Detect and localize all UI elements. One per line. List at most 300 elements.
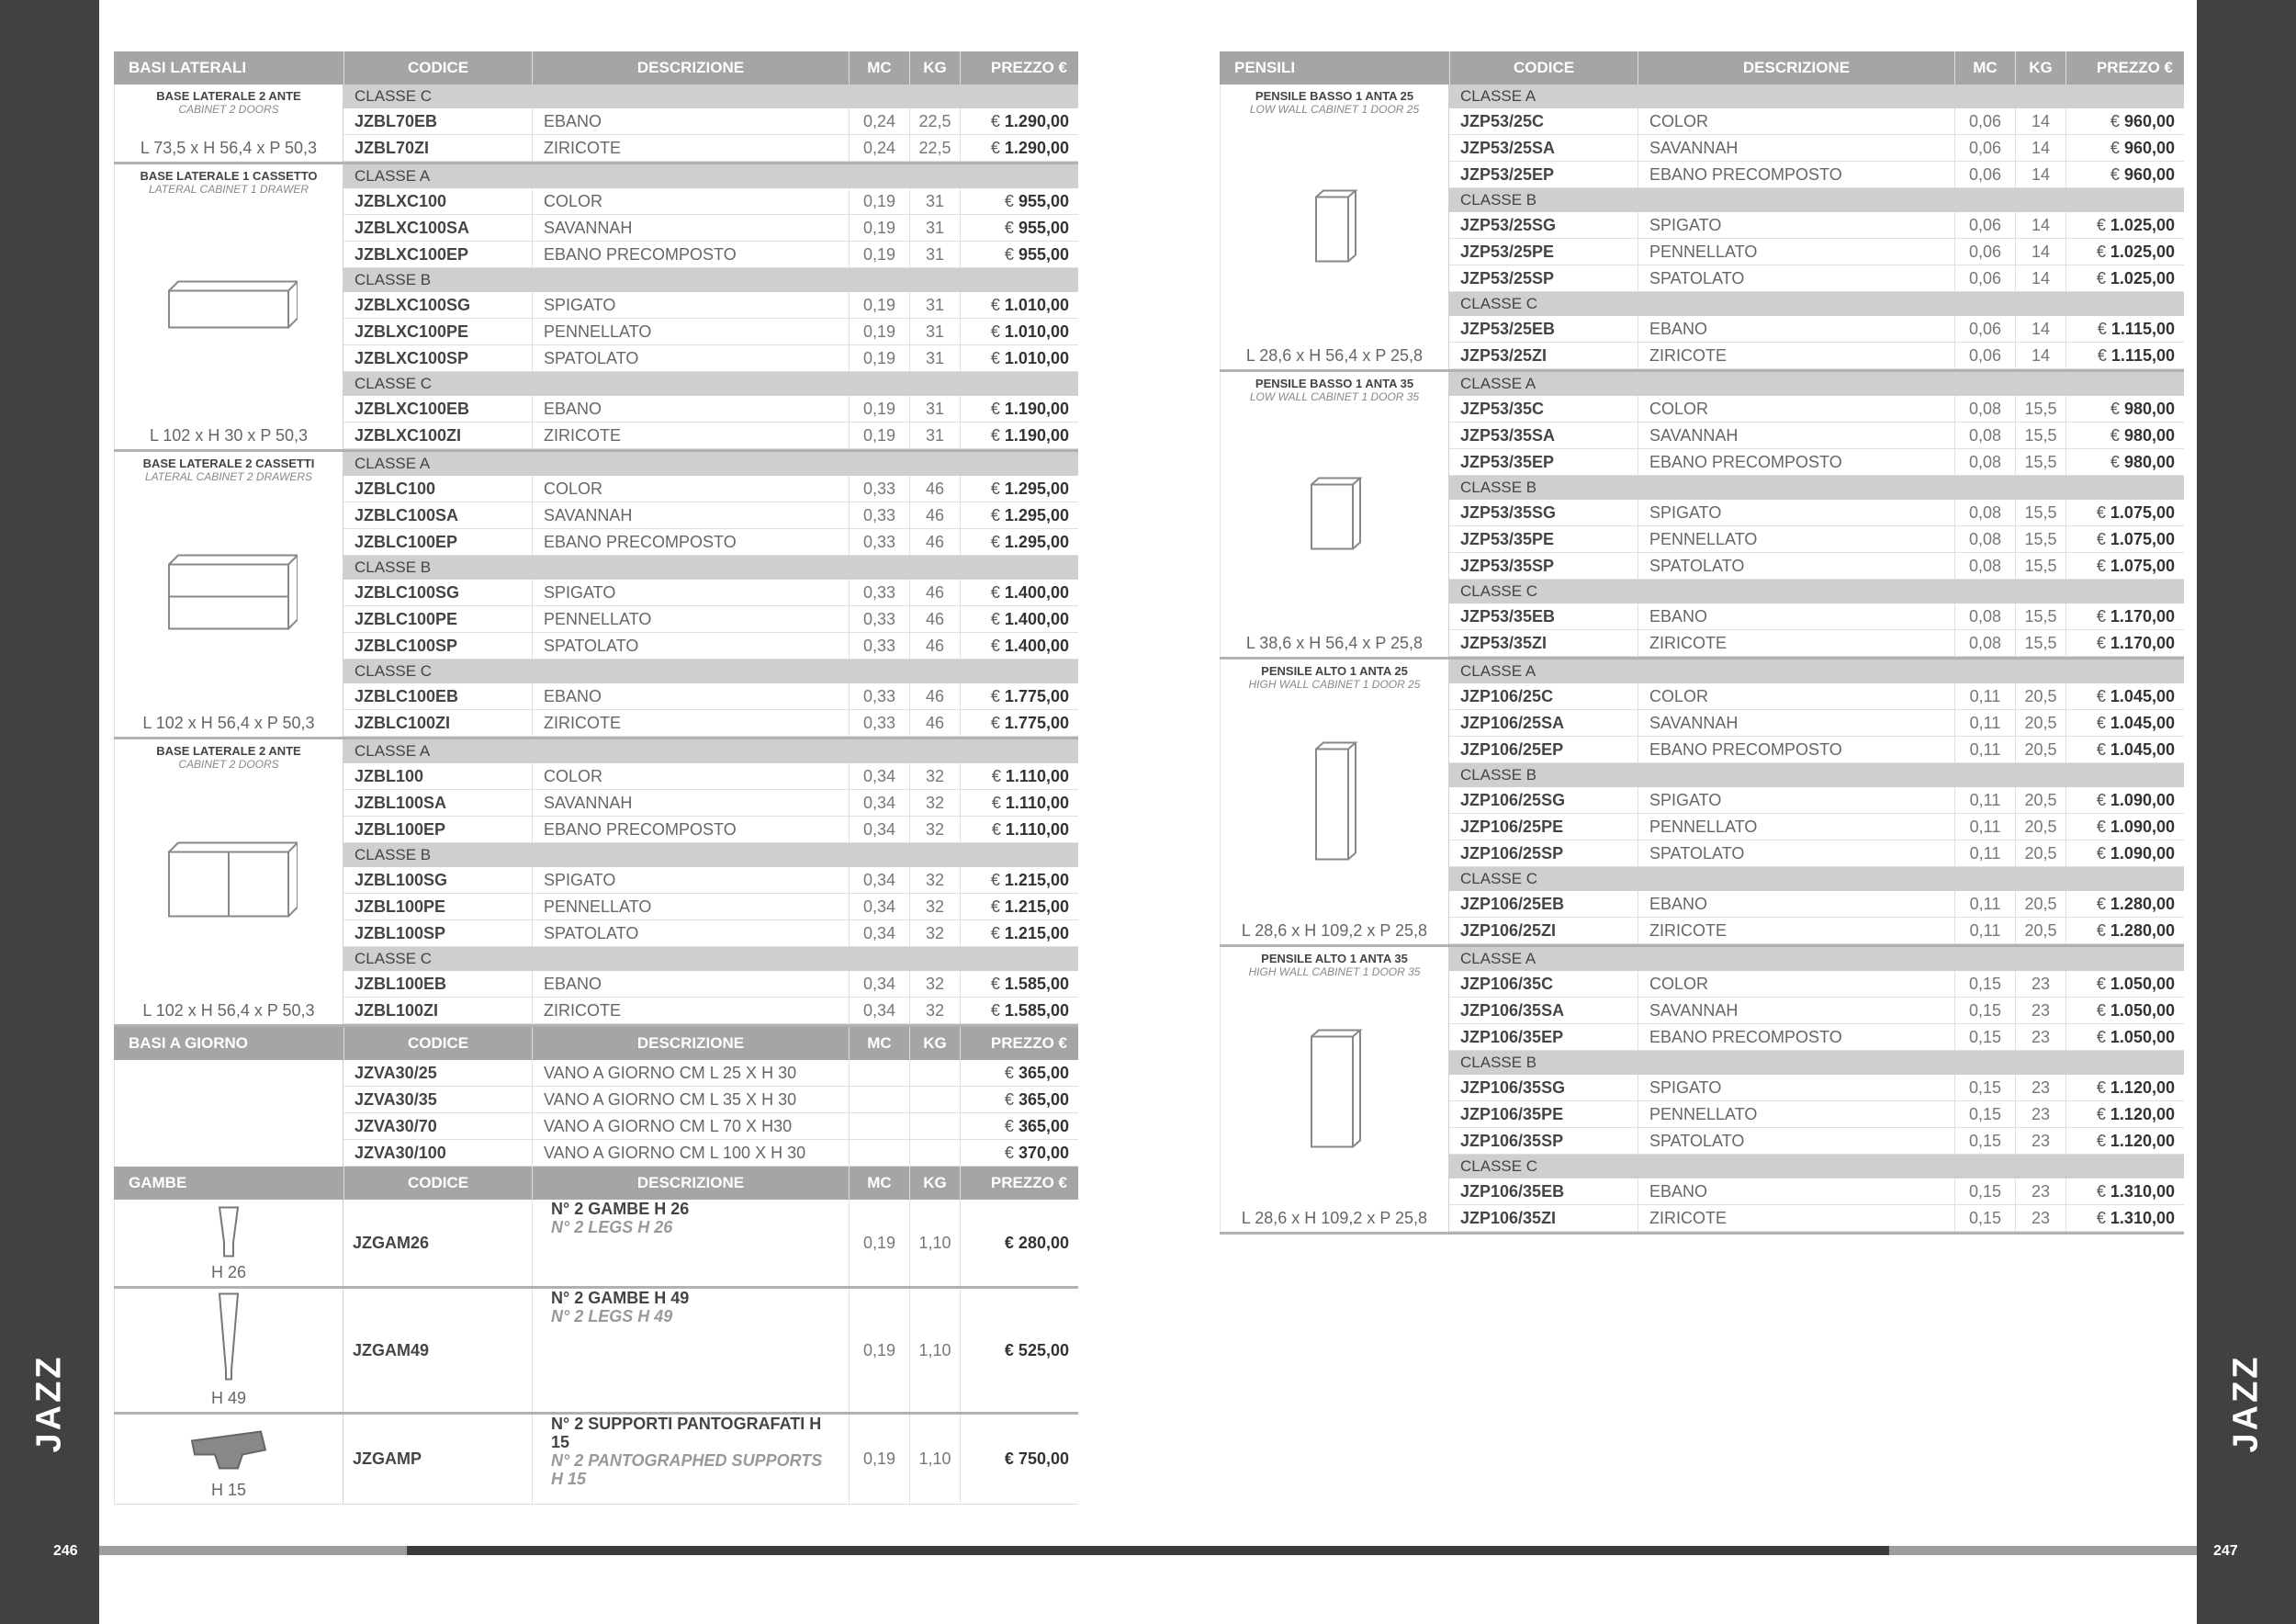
code-cell: JZP53/25SA: [1460, 139, 1556, 157]
price-cell: € 365,00: [960, 1087, 1078, 1113]
price-cell: € 1.295,00: [960, 476, 1078, 502]
kg-cell: 32: [909, 867, 960, 894]
mc-cell: 0,11: [1954, 787, 2015, 814]
class-header: CLASSE C: [343, 85, 1078, 108]
kg-cell: 46: [909, 476, 960, 502]
kg-cell: 32: [909, 920, 960, 947]
product-name: BASE LATERALE 2 CASSETTI: [142, 457, 315, 470]
section-title: BASI A GIORNO: [129, 1034, 249, 1052]
product-image: [1307, 184, 1362, 271]
description-cell: ZIRICOTE: [1638, 630, 1954, 657]
price-cell: € 1.120,00: [2065, 1075, 2184, 1101]
code-cell: JZP106/35SP: [1460, 1132, 1564, 1150]
mc-cell: 0,08: [1954, 500, 2015, 526]
product-subtitle: CABINET 2 DOORS: [178, 758, 279, 771]
col-codice: CODICE: [343, 51, 532, 85]
table-row: [343, 1113, 1078, 1140]
code-cell: JZP106/25SP: [1460, 844, 1564, 863]
price-cell: € 980,00: [2065, 423, 2184, 449]
description-cell: PENNELLATO: [1638, 814, 1954, 840]
price-cell: € 1.215,00: [960, 867, 1078, 894]
price-cell: € 280,00: [960, 1200, 1078, 1286]
table-row: [343, 790, 1078, 817]
product-cell: [114, 452, 343, 737]
kg-cell: 14: [2015, 108, 2065, 135]
description-cell: PENNELLATO: [1638, 526, 1954, 553]
description-cell: COLOR: [1638, 971, 1954, 998]
kg-cell: 46: [909, 633, 960, 660]
description-cell: SPATOLATO: [532, 345, 849, 372]
product-group: [114, 452, 1078, 739]
col-kg: KG: [2015, 51, 2065, 85]
section-title: GAMBE: [129, 1174, 187, 1191]
product-dimensions: L 28,6 x H 109,2 x P 25,8: [1241, 921, 1428, 940]
product-image: [160, 839, 298, 926]
col-prezzo: PREZZO €: [960, 51, 1078, 85]
mc-cell: 0,11: [1954, 814, 2015, 840]
description-cell: VANO A GIORNO CM L 70 X H30: [532, 1113, 849, 1140]
description-cell: PENNELLATO: [1638, 239, 1954, 265]
product-cell: [114, 739, 343, 1024]
kg-cell: [909, 1113, 960, 1140]
mc-cell: 0,33: [849, 502, 909, 529]
leg-image: [215, 1292, 242, 1389]
price-cell: € 365,00: [960, 1060, 1078, 1087]
product-cell: [114, 164, 343, 449]
price-cell: € 1.050,00: [2065, 998, 2184, 1024]
price-cell: € 1.290,00: [960, 108, 1078, 135]
kg-cell: 15,5: [2015, 630, 2065, 657]
price-cell: € 1.050,00: [2065, 971, 2184, 998]
mc-cell: 0,08: [1954, 449, 2015, 476]
mc-cell: 0,34: [849, 867, 909, 894]
kg-cell: 22,5: [909, 135, 960, 162]
mc-cell: 0,15: [1954, 1075, 2015, 1101]
kg-cell: 23: [2015, 1075, 2065, 1101]
table-row: [1449, 737, 2184, 763]
mc-cell: 0,11: [1954, 737, 2015, 763]
kg-cell: 31: [909, 188, 960, 215]
mc-cell: 0,33: [849, 580, 909, 606]
mc-cell: 0,19: [849, 423, 909, 449]
product-cell: [114, 1415, 343, 1504]
leg-height: H 15: [210, 1481, 247, 1499]
table-row: [1449, 787, 2184, 814]
kg-cell: 14: [2015, 265, 2065, 292]
table-row: [1449, 918, 2184, 944]
code-cell: JZBLXC100PE: [355, 322, 469, 341]
kg-cell: 14: [2015, 135, 2065, 162]
code-cell: JZP53/35C: [1460, 400, 1545, 418]
description-cell: SPIGATO: [1638, 212, 1954, 239]
code-cell: JZP106/35ZI: [1460, 1209, 1557, 1227]
code-cell: JZP106/35SG: [1460, 1078, 1566, 1097]
price-cell: € 960,00: [2065, 135, 2184, 162]
table-row: [343, 242, 1078, 268]
kg-cell: 1,10: [909, 1415, 960, 1504]
class-header: CLASSE B: [343, 556, 1078, 580]
price-cell: € 1.045,00: [2065, 710, 2184, 737]
mc-cell: [849, 1140, 909, 1167]
description-cell: SPATOLATO: [532, 633, 849, 660]
description-cell: EBANO: [1638, 891, 1954, 918]
product-cell: [114, 85, 343, 162]
price-cell: € 750,00: [960, 1415, 1078, 1504]
description-cell: EBANO: [1638, 316, 1954, 343]
kg-cell: 31: [909, 292, 960, 319]
table-row: [1449, 135, 2184, 162]
kg-cell: 20,5: [2015, 814, 2065, 840]
code-cell: JZBLC100: [355, 479, 436, 498]
description-cell: COLOR: [1638, 683, 1954, 710]
price-cell: € 1.400,00: [960, 633, 1078, 660]
leg-item: [114, 1415, 1078, 1505]
table-row: [1449, 500, 2184, 526]
kg-cell: 31: [909, 345, 960, 372]
table-row: [1449, 840, 2184, 867]
table-row: [343, 292, 1078, 319]
table-row: [1449, 449, 2184, 476]
kg-cell: 46: [909, 606, 960, 633]
mc-cell: 0,34: [849, 894, 909, 920]
price-cell: € 1.010,00: [960, 345, 1078, 372]
price-cell: € 1.090,00: [2065, 787, 2184, 814]
mc-cell: 0,08: [1954, 553, 2015, 580]
code-cell: JZVA30/70: [355, 1117, 437, 1135]
kg-cell: 31: [909, 396, 960, 423]
table-row: [343, 867, 1078, 894]
price-cell: € 955,00: [960, 188, 1078, 215]
price-cell: € 1.025,00: [2065, 265, 2184, 292]
code-cell: JZBLC100EP: [355, 533, 458, 551]
code-cell: JZBLC100SP: [355, 637, 458, 655]
code-cell: JZVA30/25: [355, 1064, 437, 1082]
description-cell: SAVANNAH: [532, 790, 849, 817]
description-cell: SAVANNAH: [1638, 423, 1954, 449]
price-cell: € 1.075,00: [2065, 526, 2184, 553]
class-header: CLASSE A: [1449, 660, 2184, 683]
code-cell: JZP53/35SA: [1460, 426, 1556, 445]
open-shelf-group: [114, 1060, 1078, 1167]
kg-cell: 23: [2015, 1128, 2065, 1155]
price-cell: € 1.215,00: [960, 894, 1078, 920]
table-row: [343, 502, 1078, 529]
kg-cell: 32: [909, 971, 960, 998]
kg-cell: 32: [909, 894, 960, 920]
mc-cell: 0,11: [1954, 683, 2015, 710]
code-cell: JZP53/35SG: [1460, 503, 1557, 522]
kg-cell: [909, 1140, 960, 1167]
table-row: [343, 606, 1078, 633]
kg-cell: 32: [909, 817, 960, 843]
code-cell: JZP53/25ZI: [1460, 346, 1548, 365]
code-cell: JZP53/35EB: [1460, 607, 1556, 626]
code-cell: JZBLXC100SA: [355, 219, 470, 237]
price-cell: € 1.310,00: [2065, 1205, 2184, 1232]
price-cell: € 1.215,00: [960, 920, 1078, 947]
mc-cell: 0,08: [1954, 423, 2015, 449]
product-subtitle: LATERAL CABINET 2 DRAWERS: [144, 470, 313, 483]
leg-item: [114, 1289, 1078, 1415]
mc-cell: 0,15: [1954, 1101, 2015, 1128]
mc-cell: 0,11: [1954, 710, 2015, 737]
table-row: [1449, 891, 2184, 918]
product-name: PENSILE BASSO 1 ANTA 25: [1255, 89, 1414, 103]
product-name: PENSILE ALTO 1 ANTA 25: [1261, 664, 1408, 678]
code-cell: JZP106/25SG: [1460, 791, 1566, 809]
product-name: BASE LATERALE 2 ANTE: [156, 89, 301, 103]
table-row: [343, 188, 1078, 215]
code-cell: JZBLXC100EP: [355, 245, 469, 264]
kg-cell: 46: [909, 710, 960, 737]
product-dimensions: L 28,6 x H 109,2 x P 25,8: [1241, 1209, 1428, 1227]
table-row: [1449, 239, 2184, 265]
kg-cell: [909, 1060, 960, 1087]
price-cell: € 1.120,00: [2065, 1128, 2184, 1155]
table-row: [1449, 553, 2184, 580]
code-cell: JZP106/35C: [1460, 975, 1554, 993]
class-header: CLASSE C: [343, 372, 1078, 396]
code-cell: JZP106/25C: [1460, 687, 1554, 705]
kg-cell: 14: [2015, 162, 2065, 188]
price-cell: € 1.010,00: [960, 319, 1078, 345]
description-cell: EBANO PRECOMPOSTO: [1638, 162, 1954, 188]
table-row: [1449, 162, 2184, 188]
code-cell: JZP106/25ZI: [1460, 921, 1557, 940]
code-cell: JZBL100EP: [355, 820, 446, 839]
mc-cell: 0,19: [849, 1289, 909, 1412]
table-row: [1449, 1101, 2184, 1128]
price-cell: € 1.115,00: [2065, 316, 2184, 343]
product-image: [1307, 736, 1362, 869]
description-cell: ZIRICOTE: [1638, 918, 1954, 944]
kg-cell: 46: [909, 502, 960, 529]
description-cell: ZIRICOTE: [1638, 1205, 1954, 1232]
class-header: CLASSE C: [343, 947, 1078, 971]
table-row: [1449, 265, 2184, 292]
table-row: [343, 580, 1078, 606]
code-cell: JZBLC100EB: [355, 687, 459, 705]
code-cell: JZBLXC100SP: [355, 349, 469, 367]
table-row: [1449, 1205, 2184, 1232]
product-name: BASE LATERALE 1 CASSETTO: [140, 169, 318, 183]
product-group: [114, 164, 1078, 452]
mc-cell: 0,06: [1954, 343, 2015, 369]
price-cell: € 525,00: [960, 1289, 1078, 1412]
product-subtitle: LATERAL CABINET 1 DRAWER: [148, 183, 310, 196]
description-cell: COLOR: [532, 188, 849, 215]
description-cell: SPIGATO: [532, 580, 849, 606]
mc-cell: 0,08: [1954, 526, 2015, 553]
kg-cell: 14: [2015, 212, 2065, 239]
product-cell: [114, 1060, 343, 1167]
table-row: [343, 1060, 1078, 1087]
description-cell: VANO A GIORNO CM L 35 X H 30: [532, 1087, 849, 1113]
description-cell: SAVANNAH: [1638, 135, 1954, 162]
kg-cell: 20,5: [2015, 891, 2065, 918]
description-cell: SPIGATO: [1638, 500, 1954, 526]
code-cell: JZBL100SA: [355, 794, 447, 812]
mc-cell: 0,19: [849, 215, 909, 242]
table-row: [1449, 108, 2184, 135]
col-codice: CODICE: [1449, 51, 1638, 85]
price-cell: € 1.585,00: [960, 971, 1078, 998]
description-cell: PENNELLATO: [532, 319, 849, 345]
code-cell: JZP53/35EP: [1460, 453, 1555, 471]
code-cell: JZP53/25SG: [1460, 216, 1557, 234]
description-cell: SPATOLATO: [1638, 553, 1954, 580]
description-cell: VANO A GIORNO CM L 100 X H 30: [532, 1140, 849, 1167]
description-cell: SAVANNAH: [532, 502, 849, 529]
description-cell: COLOR: [532, 763, 849, 790]
table-row: [343, 633, 1078, 660]
mc-cell: 0,11: [1954, 918, 2015, 944]
product-cell: [1220, 85, 1449, 369]
code-cell: JZP53/35PE: [1460, 530, 1555, 548]
kg-cell: 20,5: [2015, 787, 2065, 814]
kg-cell: 20,5: [2015, 737, 2065, 763]
product-cell: [114, 1289, 343, 1412]
mc-cell: 0,24: [849, 135, 909, 162]
col-prezzo: PREZZO €: [960, 1167, 1078, 1200]
table-row: [1449, 1128, 2184, 1155]
description-cell: ZIRICOTE: [1638, 343, 1954, 369]
class-header: CLASSE B: [1449, 188, 2184, 212]
kg-cell: 20,5: [2015, 918, 2065, 944]
kg-cell: 15,5: [2015, 603, 2065, 630]
leg-item: [114, 1200, 1078, 1289]
table-row: [343, 998, 1078, 1024]
product-subtitle: HIGH WALL CABINET 1 DOOR 25: [1248, 678, 1421, 691]
kg-cell: 46: [909, 580, 960, 606]
kg-cell: 1,10: [909, 1289, 960, 1412]
kg-cell: 15,5: [2015, 396, 2065, 423]
price-cell: € 1.090,00: [2065, 840, 2184, 867]
page-number-left: 246: [53, 1543, 78, 1559]
description-cell: N° 2 GAMBE H 26 N° 2 LEGS H 26: [532, 1200, 849, 1286]
class-header: CLASSE A: [1449, 947, 2184, 971]
code-cell: JZP106/25PE: [1460, 818, 1564, 836]
col-mc: MC: [1954, 51, 2015, 85]
kg-cell: 20,5: [2015, 840, 2065, 867]
code-cell: JZBLC100SA: [355, 506, 459, 524]
product-image: [160, 551, 298, 638]
table-row: [1449, 526, 2184, 553]
price-cell: € 980,00: [2065, 449, 2184, 476]
code-cell: JZP106/35EB: [1460, 1182, 1565, 1201]
description-cell: EBANO PRECOMPOSTO: [1638, 1024, 1954, 1051]
leg-image: [187, 1427, 270, 1477]
description-cell: ZIRICOTE: [532, 998, 849, 1024]
price-cell: € 955,00: [960, 215, 1078, 242]
table-row: [343, 1140, 1078, 1167]
table-row: [343, 215, 1078, 242]
description-cell: SPATOLATO: [1638, 840, 1954, 867]
kg-cell: 20,5: [2015, 710, 2065, 737]
mc-cell: 0,11: [1954, 891, 2015, 918]
code-cell: JZP53/25C: [1460, 112, 1545, 130]
col-mc: MC: [849, 1027, 909, 1060]
code-cell: JZP53/35ZI: [1460, 634, 1548, 652]
class-header: CLASSE B: [1449, 476, 2184, 500]
price-cell: € 1.290,00: [960, 135, 1078, 162]
table-row: [343, 1087, 1078, 1113]
col-kg: KG: [909, 51, 960, 85]
table-row: [343, 345, 1078, 372]
table-row: [1449, 1024, 2184, 1051]
kg-cell: 31: [909, 423, 960, 449]
table-row: [1449, 630, 2184, 657]
table-row: [343, 920, 1078, 947]
kg-cell: 31: [909, 319, 960, 345]
description-cell: COLOR: [1638, 108, 1954, 135]
price-cell: € 1.045,00: [2065, 737, 2184, 763]
kg-cell: 14: [2015, 343, 2065, 369]
code-cell: JZBL100ZI: [355, 1001, 439, 1020]
table-row: [1449, 683, 2184, 710]
product-group: [114, 739, 1078, 1027]
product-group: [1220, 947, 2184, 1235]
price-cell: € 1.025,00: [2065, 239, 2184, 265]
product-dimensions: L 102 x H 56,4 x P 50,3: [142, 1001, 315, 1020]
price-cell: € 1.190,00: [960, 396, 1078, 423]
description-cell: PENNELLATO: [1638, 1101, 1954, 1128]
mc-cell: 0,15: [1954, 1128, 2015, 1155]
section-title: BASI LATERALI: [129, 59, 247, 76]
kg-cell: 15,5: [2015, 553, 2065, 580]
mc-cell: 0,34: [849, 790, 909, 817]
mc-cell: 0,19: [849, 1200, 909, 1286]
kg-cell: 23: [2015, 1179, 2065, 1205]
code-cell: JZP106/35PE: [1460, 1105, 1564, 1123]
code-cell: JZBLXC100: [355, 192, 447, 210]
left-price-table: [114, 51, 1078, 1505]
table-row: [343, 763, 1078, 790]
table-row: [343, 108, 1078, 135]
description-cell: N° 2 GAMBE H 49 N° 2 LEGS H 49: [532, 1289, 849, 1412]
mc-cell: 0,06: [1954, 135, 2015, 162]
code-cell: JZP106/25EB: [1460, 895, 1565, 913]
product-subtitle: LOW WALL CABINET 1 DOOR 35: [1249, 390, 1420, 403]
code-cell: JZP53/25PE: [1460, 242, 1555, 261]
table-row: [343, 396, 1078, 423]
product-subtitle: CABINET 2 DOORS: [178, 103, 279, 116]
table-row: [1449, 1075, 2184, 1101]
description-cell: EBANO: [532, 971, 849, 998]
class-header: CLASSE C: [1449, 867, 2184, 891]
price-cell: € 1.310,00: [2065, 1179, 2184, 1205]
kg-cell: 46: [909, 529, 960, 556]
code-cell: JZP53/35SP: [1460, 557, 1555, 575]
class-header: CLASSE A: [1449, 372, 2184, 396]
mc-cell: 0,19: [849, 345, 909, 372]
class-header: CLASSE C: [1449, 1155, 2184, 1179]
mc-cell: 0,33: [849, 606, 909, 633]
price-cell: € 1.400,00: [960, 580, 1078, 606]
class-header: CLASSE A: [1449, 85, 2184, 108]
code-cell: JZVA30/100: [355, 1144, 446, 1162]
kg-cell: 32: [909, 998, 960, 1024]
col-kg: KG: [909, 1027, 960, 1060]
mc-cell: 0,06: [1954, 316, 2015, 343]
code-cell: JZBLC100PE: [355, 610, 458, 628]
right-price-table: [1220, 51, 2184, 1235]
table-row: [1449, 396, 2184, 423]
product-name: PENSILE ALTO 1 ANTA 35: [1261, 952, 1408, 965]
product-group: [114, 85, 1078, 164]
description-cell: PENNELLATO: [532, 606, 849, 633]
price-cell: € 1.110,00: [960, 790, 1078, 817]
